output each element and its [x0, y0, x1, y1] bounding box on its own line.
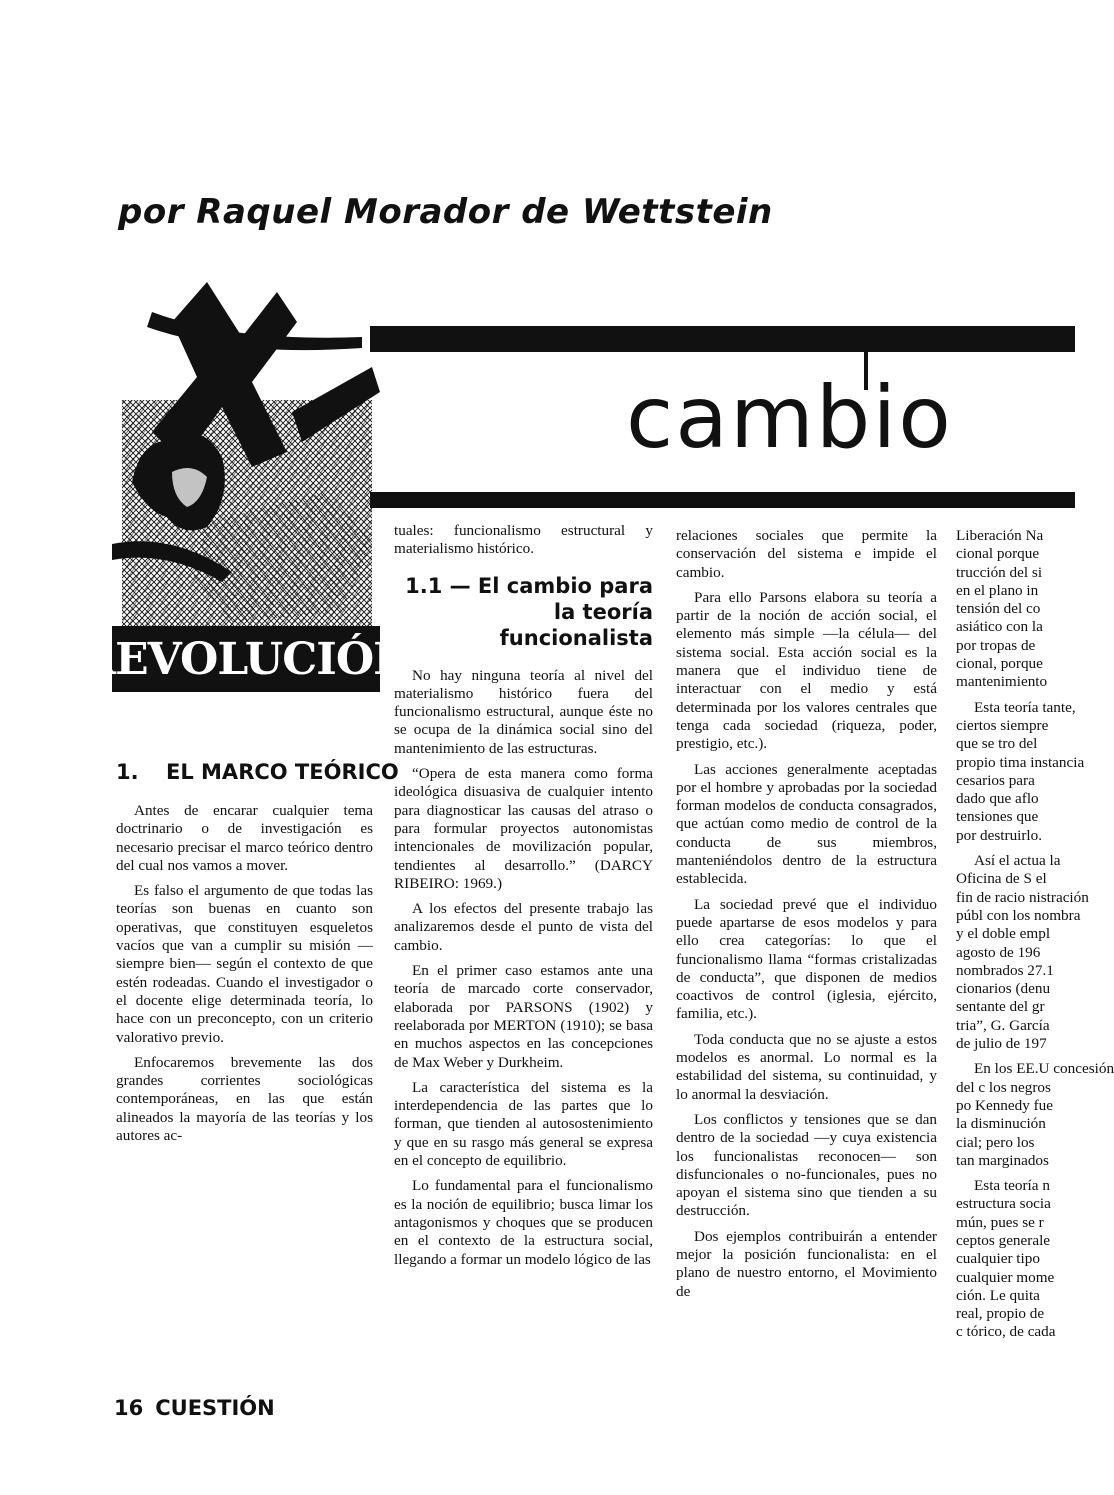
paragraph: En el primer caso estamos ante una teoría de marcado corte conservador, elaborada por PARSONS (1902) y reelaborada por MERTON (1910); se basa en muchos aspectos en las concepciones de Max Weber y Durkheim. [394, 962, 653, 1071]
paragraph: Toda conducta que no se ajuste a estos modelos es anormal. Lo normal es la estabilidad del sistema, su continuidad, y lo anormal la desviación. [676, 1030, 937, 1103]
section-heading [116, 760, 399, 784]
paragraph: Esta teoría n estructura socia mún, pues se r ceptos generale cualquier tipo cualquier mome ción. Le quita real, propio de c tórico, de cada [956, 1177, 1056, 1341]
author-byline: por Raquel Morador de Wettstein [118, 192, 773, 232]
subsection-heading: 1.1 — El cambio para la teoría funcionalista [405, 573, 653, 650]
paragraph: Es falso el argumento de que todas las teorías son buenas en cuanto son operativas, que constituyen esqueletos vacíos que van a cumplir su misión —siempre bien— según el contexto de que estén rodeadas. Cuando el investigador o el docente elige determinada teoría, lo hace con un preconcepto, con un criterio valorativo previo. [116, 882, 373, 1046]
article-title: cambio [626, 368, 953, 468]
section-title: EL MARCO TEÓRICO [166, 760, 399, 784]
paragraph: relaciones sociales que permite la conservación del sistema e impide el cambio. [676, 527, 937, 581]
quote-paragraph: “Opera de esta manera como forma ideológica disuasiva de cualquier intento para diagnosticar las causas del atraso o para formular proyectos autonomistas intencionales de movilización popular, tendientes al desarrollo.” (DARCY RIBEIRO: 1969.) [394, 765, 653, 892]
paragraph: Enfocaremos brevemente las dos grandes corrientes sociológicas contemporáneas, en las que están alineados la mayoría de las teorías y los autores ac- [116, 1053, 373, 1145]
paragraph: La característica del sistema es la interdependencia de las partes que lo forman, que tienden al autosostenimiento y que en su rasgo más general se expresa en el concepto de equilibrio. [394, 1078, 653, 1170]
paragraph: Lo fundamental para el funcionalismo es la noción de equilibrio; busca limar los antagonismos y choques que se producen en el contexto de la estructura social, llegando a formar un modelo lógico de las [394, 1177, 653, 1268]
paragraph: La sociedad prevé que el individuo puede apartarse de esos modelos y para ello crea categorías: lo que el funcionalismo llama “formas cristalizadas de conducta”, que disponen de medios coactivos de control (iglesia, ejército, familia, etc.). [676, 895, 937, 1023]
paragraph: Antes de encarar cualquier tema doctrinario o de investigación es necesario precisar el marco teórico dentro del cual nos vamos a mover. [116, 802, 373, 874]
text-column-2 [394, 522, 653, 1276]
revolucion-lettering: REVOLUCIÓN [79, 634, 413, 685]
title-band [370, 318, 1075, 508]
paragraph: Así el actua la Oficina de S el fin de racio nistración públ con los nombra y el doble empl agosto de 196 nombrados 27.1 cionarios (denu sentante del gr tria”, G. García de julio de 197 [956, 852, 1089, 1053]
paragraph: En los EE.U concesión del c los negros po Kennedy fue la disminución cial; pero los tan marginados [956, 1060, 1114, 1169]
paragraph: Las acciones generalmente aceptadas por el hombre y aprobadas por la sociedad forman modelos de conducta consagrados, que actúan como medio de control de la conducta de sus miembros, manteniéndolos dentro de la estructura establecida. [676, 760, 937, 888]
page-footer [114, 1396, 275, 1420]
paragraph: A los efectos del presente trabajo las analizaremos desde el punto de vista del cambio. [394, 900, 653, 954]
text-column-1 [116, 802, 373, 1152]
page-number: 16 [114, 1396, 144, 1420]
paragraph: Los conflictos y tensiones que se dan dentro de la sociedad —y cuya existencia los funcionalistas reconocen— son disfuncionales o no-funcionales, pues no apoyan el sistema sino que tienden a su destrucción. [676, 1110, 937, 1220]
paragraph: tuales: funcionalismo estructural y materialismo histórico. [394, 522, 653, 558]
paragraph: Esta teoría tante, ciertos siempre que se tro del propio tima instancia cesarios para dado que aflo tensiones que por destruirlo. [956, 698, 1085, 844]
paragraph: No hay ninguna teoría al nivel del materialismo histórico fuera del funcionalismo estructural, aunque éste no se ocupa de la dinámica social sino del mantenimiento de las estructuras. [394, 666, 653, 757]
text-column-4-cropped [956, 527, 1114, 1349]
paragraph: Liberación Na cional porque trucción del si en el plano in tensión del co asiático con la por tropas de cional, porque mantenimiento [956, 527, 1048, 691]
title-rule-bottom [370, 492, 1075, 508]
revolution-woodcut-illustration [79, 282, 413, 694]
section-number: 1. [116, 760, 139, 784]
paragraph: Dos ejemplos contribuirán a entender mejor la posición funcionalista: en el plano de nuestro entorno, el Movimiento de [676, 1227, 937, 1300]
magazine-name: CUESTIÓN [155, 1396, 275, 1420]
text-column-3 [676, 527, 937, 1308]
paragraph: Para ello Parsons elabora su teoría a partir de la noción de acción social, el elemento más simple —la célula— del sistema social. Esta acción social es la manera que el individuo tiene de interactuar con el medio y está determinada por los valores centrales que tenga cada sociedad (riqueza, poder, prestigio, etc.). [676, 588, 937, 753]
title-rule-top [370, 326, 1075, 352]
